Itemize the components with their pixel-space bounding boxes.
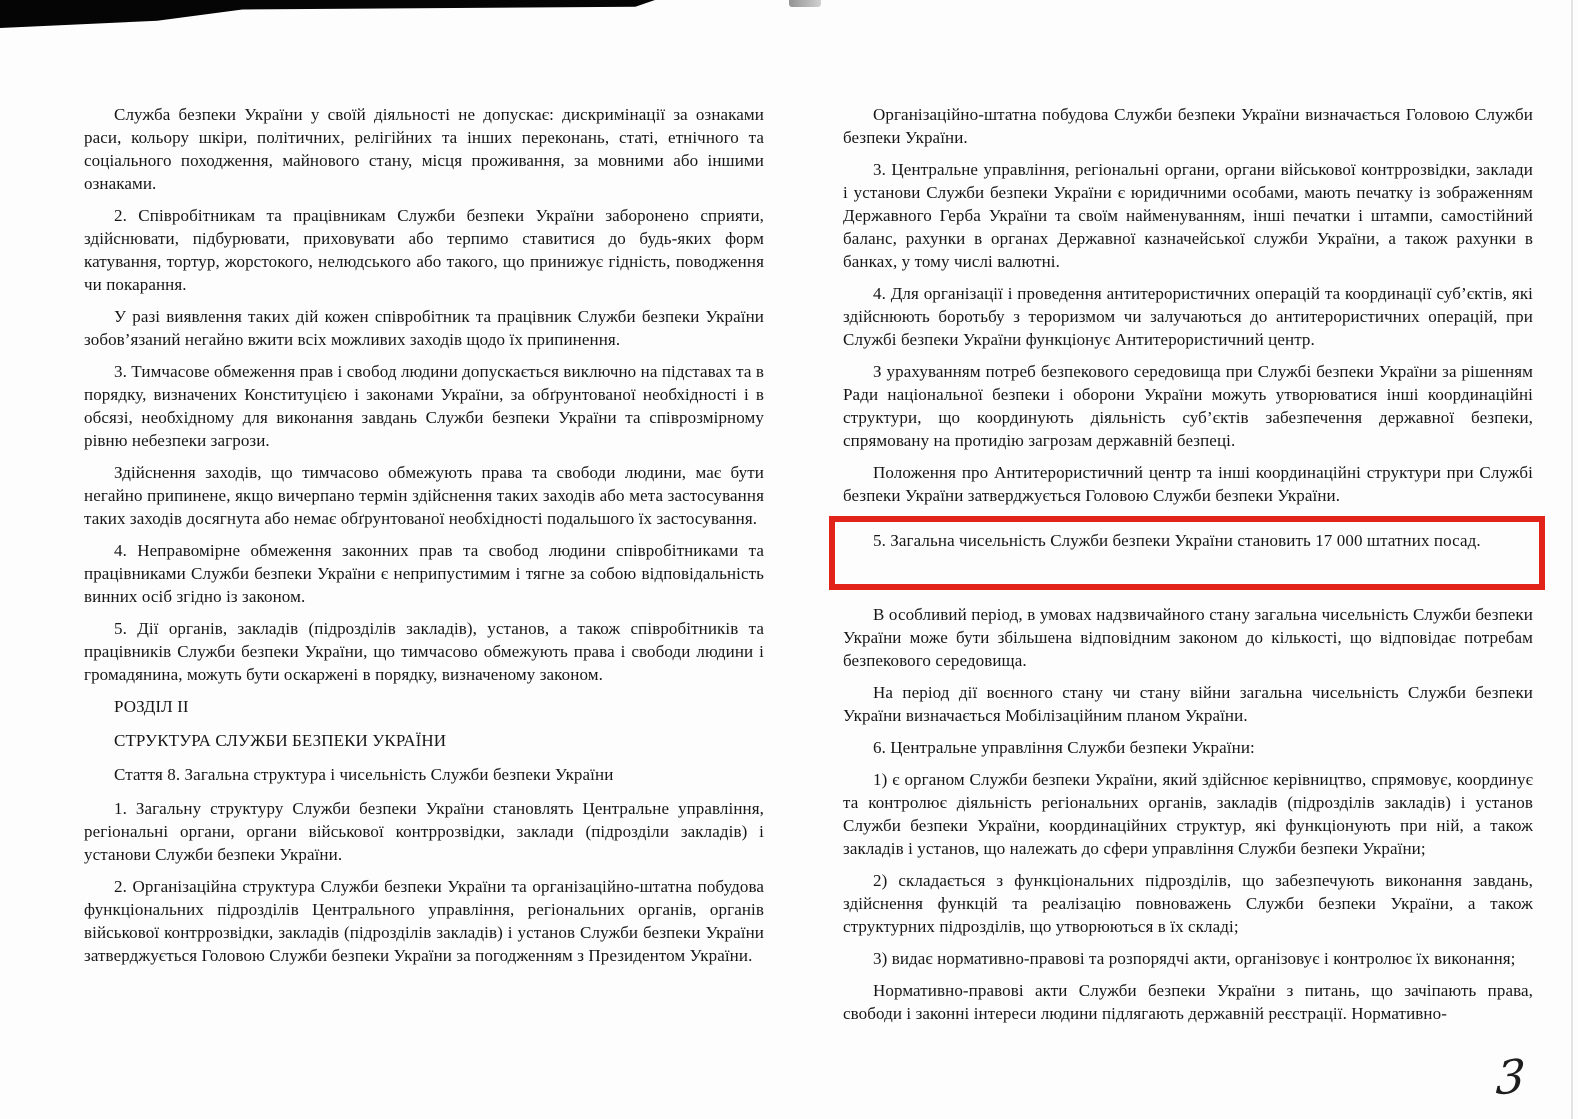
paragraph: 2. Співробітникам та працівникам Служби безпеки України заборонено сприяти, здійснювати, підбурювати, приховувати або терпимо ставитися до будь-яких форм катування, тортур, жорстокого, нелюдського або такого, що принижує гідність, поводження чи покарання. [84,206,764,294]
right-page-column [843,103,1533,1034]
paragraph: 4. Неправомірне обмеження законних прав та свобод людини співробітниками та працівниками Служби безпеки України є неприпустимим і тягне за собою відповідальність винних осіб згідно із законом. [84,541,764,606]
paragraph: Здійснення заходів, що тимчасово обмежують права та свободи людини, має бути негайно припинене, якщо вичерпано термін здійснення таких заходів або мета застосування таких заходів досягнута або немає обґрунтованої необхідності подальшого їх застосування. [84,463,764,528]
paragraph: З урахуванням потреб безпекового середовища при Службі безпеки України за рішенням Ради національної безпеки і оборони України можуть утворюватися інші координаційні структури, що координують діяльність суб’єктів забезпечення державної безпеки, спрямовану на протидію загрозам державній безпеці. [843,362,1533,450]
scan-artifact-smudge [789,0,821,7]
highlight-red-box [829,516,1545,590]
paragraph: 4. Для організації і проведення антитерористичних операцій та координації суб’єктів, які здійснюють боротьбу з тероризмом чи залучаються до антитерористичних операцій, при Службі безпеки України функціонує Антитерористичний центр. [843,284,1533,349]
paragraph: Організаційно-штатна побудова Служби безпеки України визначається Головою Служби безпеки України. [843,105,1533,147]
scan-edge-line [1571,0,1573,1119]
highlighted-paragraph: 5. Загальна чисельність Служби безпеки України становить 17 000 штатних посад. [873,531,1481,550]
paragraph: 2) складається з функціональних підрозділів, що забезпечують виконання завдань, здійснення функцій та реалізацію повноважень Служби безпеки України, а також структурних підрозділів, що утворюються в їх складі; [843,871,1533,936]
paragraph: У разі виявлення таких дій кожен співробітник та працівник Служби безпеки України зобов’язаний негайно вжити всіх можливих заходів щодо їх припинення. [84,307,764,349]
paragraph: 5. Дії органів, закладів (підрозділів закладів), установ, а також співробітників та працівників Служби безпеки України, що тимчасово обмежують права і свободи людини і громадянина, можуть бути оскаржені в порядку, визначеному законом. [84,619,764,684]
paragraph: Служба безпеки України у своїй діяльності не допускає: дискримінації за ознаками раси, кольору шкіри, політичних, релігійних та інших переконань, статі, етнічного та соціального походження, майнового стану, місця проживання, за мовними або іншими ознаками. [84,105,764,193]
paragraph: В особливий період, в умовах надзвичайного стану загальна чисельність Служби безпеки України може бути збільшена відповідним законом до кількості, що відповідає потребам безпекового середовища. [843,605,1533,670]
left-page-column [84,103,764,976]
paragraph: Нормативно-правові акти Служби безпеки України з питань, що зачіпають права, свободи і законні інтереси людини підлягають державній реєстрації. Нормативно- [843,981,1533,1023]
paragraph: 6. Центральне управління Служби безпеки України: [873,738,1255,757]
paragraph: 1) є органом Служби безпеки України, який здійснює керівництво, спрямовує, координує та контролює діяльність регіональних органів, закладів (підрозділів закладів) і установ Служби безпеки України, координаційних структур, які функціонують при ній, а також закладів і установ, що належать до сфери управління Служби безпеки України; [843,770,1533,858]
paragraph: 1. Загальну структуру Служби безпеки України становлять Центральне управління, регіональні органи, органи військової контррозвідки, заклади (підрозділи закладів) і установи Служби безпеки України. [84,799,764,864]
handwritten-page-number: 3 [1494,1048,1527,1106]
section-heading-structure: СТРУКТУРА СЛУЖБИ БЕЗПЕКИ УКРАЇНИ [114,731,447,750]
paragraph: 3. Центральне управління, регіональні органи, органи військової контррозвідки, заклади і установи Служби безпеки України є юридичними особами, мають печатку із зображенням Державного Герба України та своїм найменуванням, інші печатки і штампи, самостійний баланс, рахунки в органах Державної казначейської служби України, а також рахунки в банках, у тому числі валютні. [843,160,1533,271]
paragraph: На період дії воєнного стану чи стану війни загальна чисельність Служби безпеки України визначається Мобілізаційним планом України. [843,683,1533,725]
paragraph: 3. Тимчасове обмеження прав і свобод людини допускається виключно на підставах та в порядку, визначених Конституцією і законами України, за обґрунтованої необхідності і в обсязі, необхідному для виконання завдань Служби безпеки України та співрозмірному рівню небезпеки загрози. [84,362,764,450]
section-heading-rozdil-ii: РОЗДІЛ ІІ [114,697,189,716]
article-8-heading: Стаття 8. Загальна структура і чисельність Служби безпеки України [114,765,614,784]
paragraph: 3) видає нормативно-правові та розпорядчі акти, організовує і контролює їх виконання; [873,949,1516,968]
paragraph: Положення про Антитерористичний центр та інші координаційні структури при Службі безпеки України затверджується Головою Служби безпеки України. [843,463,1533,505]
paragraph: 2. Організаційна структура Служби безпеки України та організаційно-штатна побудова функціональних підрозділів Центрального управління, регіональних органів, органів військової контррозвідки, закладів (підрозділів закладів) і установ Служби безпеки України затверджується Головою Служби безпеки України за погодженням з Президентом України. [84,877,764,965]
scan-artifact-black-band [0,0,655,28]
